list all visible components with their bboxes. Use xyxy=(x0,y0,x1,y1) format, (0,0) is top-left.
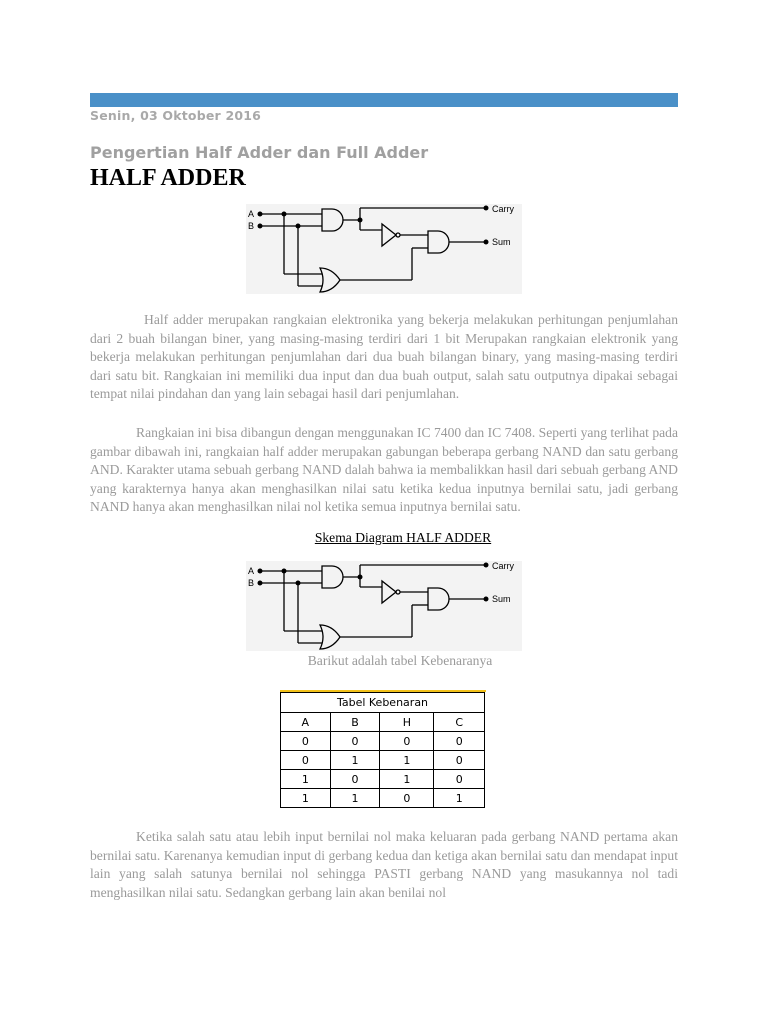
table-cell: 0 xyxy=(434,732,485,751)
section-heading: HALF ADDER xyxy=(90,165,246,191)
table-cell: 0 xyxy=(380,789,434,808)
column-header: C xyxy=(434,713,485,732)
table-cell: 0 xyxy=(281,751,331,770)
table-cell: 1 xyxy=(380,770,434,789)
table-cell: 0 xyxy=(380,732,434,751)
input-a-label: A xyxy=(248,209,255,219)
post-title[interactable]: Pengertian Half Adder dan Full Adder xyxy=(90,143,429,162)
carry-label: Carry xyxy=(492,204,514,214)
input-a-label-2: A xyxy=(248,566,255,576)
table-cell: 0 xyxy=(281,732,331,751)
carry-label-2: Carry xyxy=(492,561,514,571)
input-b-label-2: B xyxy=(248,578,255,588)
column-header: B xyxy=(330,713,380,732)
paragraph-explanation: Ketika salah satu atau lebih input bernilai nol maka keluaran pada gerbang NAND pertama akan bernilai satu. Karenanya kemudian input di gerbang kedua dan ketiga akan bernilai satu dan mendapat input lain yang salah satunya bernilai nol sehingga PASTI gerbang NAND yang masukannya nol tadi menghasilkan nilai satu. Sedangkan gerbang lain akan benilai nol xyxy=(90,829,678,900)
table-cell: 0 xyxy=(434,770,485,789)
column-header: A xyxy=(281,713,331,732)
table-cell: 1 xyxy=(281,789,331,808)
table-intro: Barikut adalah tabel Kebenaranya xyxy=(307,653,493,668)
table-cell: 1 xyxy=(281,770,331,789)
table-row xyxy=(281,789,485,808)
half-adder-schematic xyxy=(246,561,522,651)
sum-label-2: Sum xyxy=(492,594,511,604)
table-row xyxy=(281,770,485,789)
table-cell: 1 xyxy=(330,751,380,770)
table-cell: 1 xyxy=(434,789,485,808)
truth-table-title: Tabel Kebenaran xyxy=(281,693,485,713)
truth-table xyxy=(280,690,486,808)
table-cell: 1 xyxy=(330,789,380,808)
half-adder-circuit xyxy=(246,204,522,294)
paragraph-ic: Rangkaian ini bisa dibangun dengan menggunakan IC 7400 dan IC 7408. Seperti yang terlihat pada gambar dibawah ini, rangkaian half adder merupakan gabungan beberapa gerbang NAND dan satu gerbang AND. Karakter utama sebuah gerbang NAND dalah bahwa ia membalikkan hasil dari sebuah gerbang AND yang karakternya hanya akan menghasilkan nilai satu ketika kedua inputnya bernilai satu, jadi gerbang NAND hanya akan menghasilkan nilai nol ketika semua inputnya bernilai satu. xyxy=(90,425,678,515)
column-header: H xyxy=(380,713,434,732)
diagram-caption: Skema Diagram HALF ADDER xyxy=(314,530,492,545)
table-row xyxy=(281,732,485,751)
input-b-label: B xyxy=(248,221,255,231)
paragraph-intro: Half adder merupakan rangkaian elektronika yang bekerja melakukan perhitungan penjumlahan dari 2 buah bilangan biner, yang masing-masing terdiri dari 1 bit Merupakan rangkaian elektronik yang bekerja melakukan perhitungan penjumlahan dari dua buah bilangan binary, yang masing-masing terdiri dari satu bit. Rangkaian ini memiliki dua input dan dua buah output, salah satu outputnya dipakai sebagai tempat nilai pindahan dan yang lain sebagai hasil dari penjumlahan. xyxy=(90,312,678,402)
half-adder-diagram xyxy=(246,204,522,294)
table-cell: 0 xyxy=(330,732,380,751)
header-bar xyxy=(90,93,678,107)
table-cell: 1 xyxy=(380,751,434,770)
half-adder-circuit-2 xyxy=(246,561,522,651)
post-date: Senin, 03 Oktober 2016 xyxy=(90,108,262,123)
table-cell: 0 xyxy=(330,770,380,789)
sum-label: Sum xyxy=(492,237,511,247)
table-row xyxy=(281,751,485,770)
table-cell: 0 xyxy=(434,751,485,770)
